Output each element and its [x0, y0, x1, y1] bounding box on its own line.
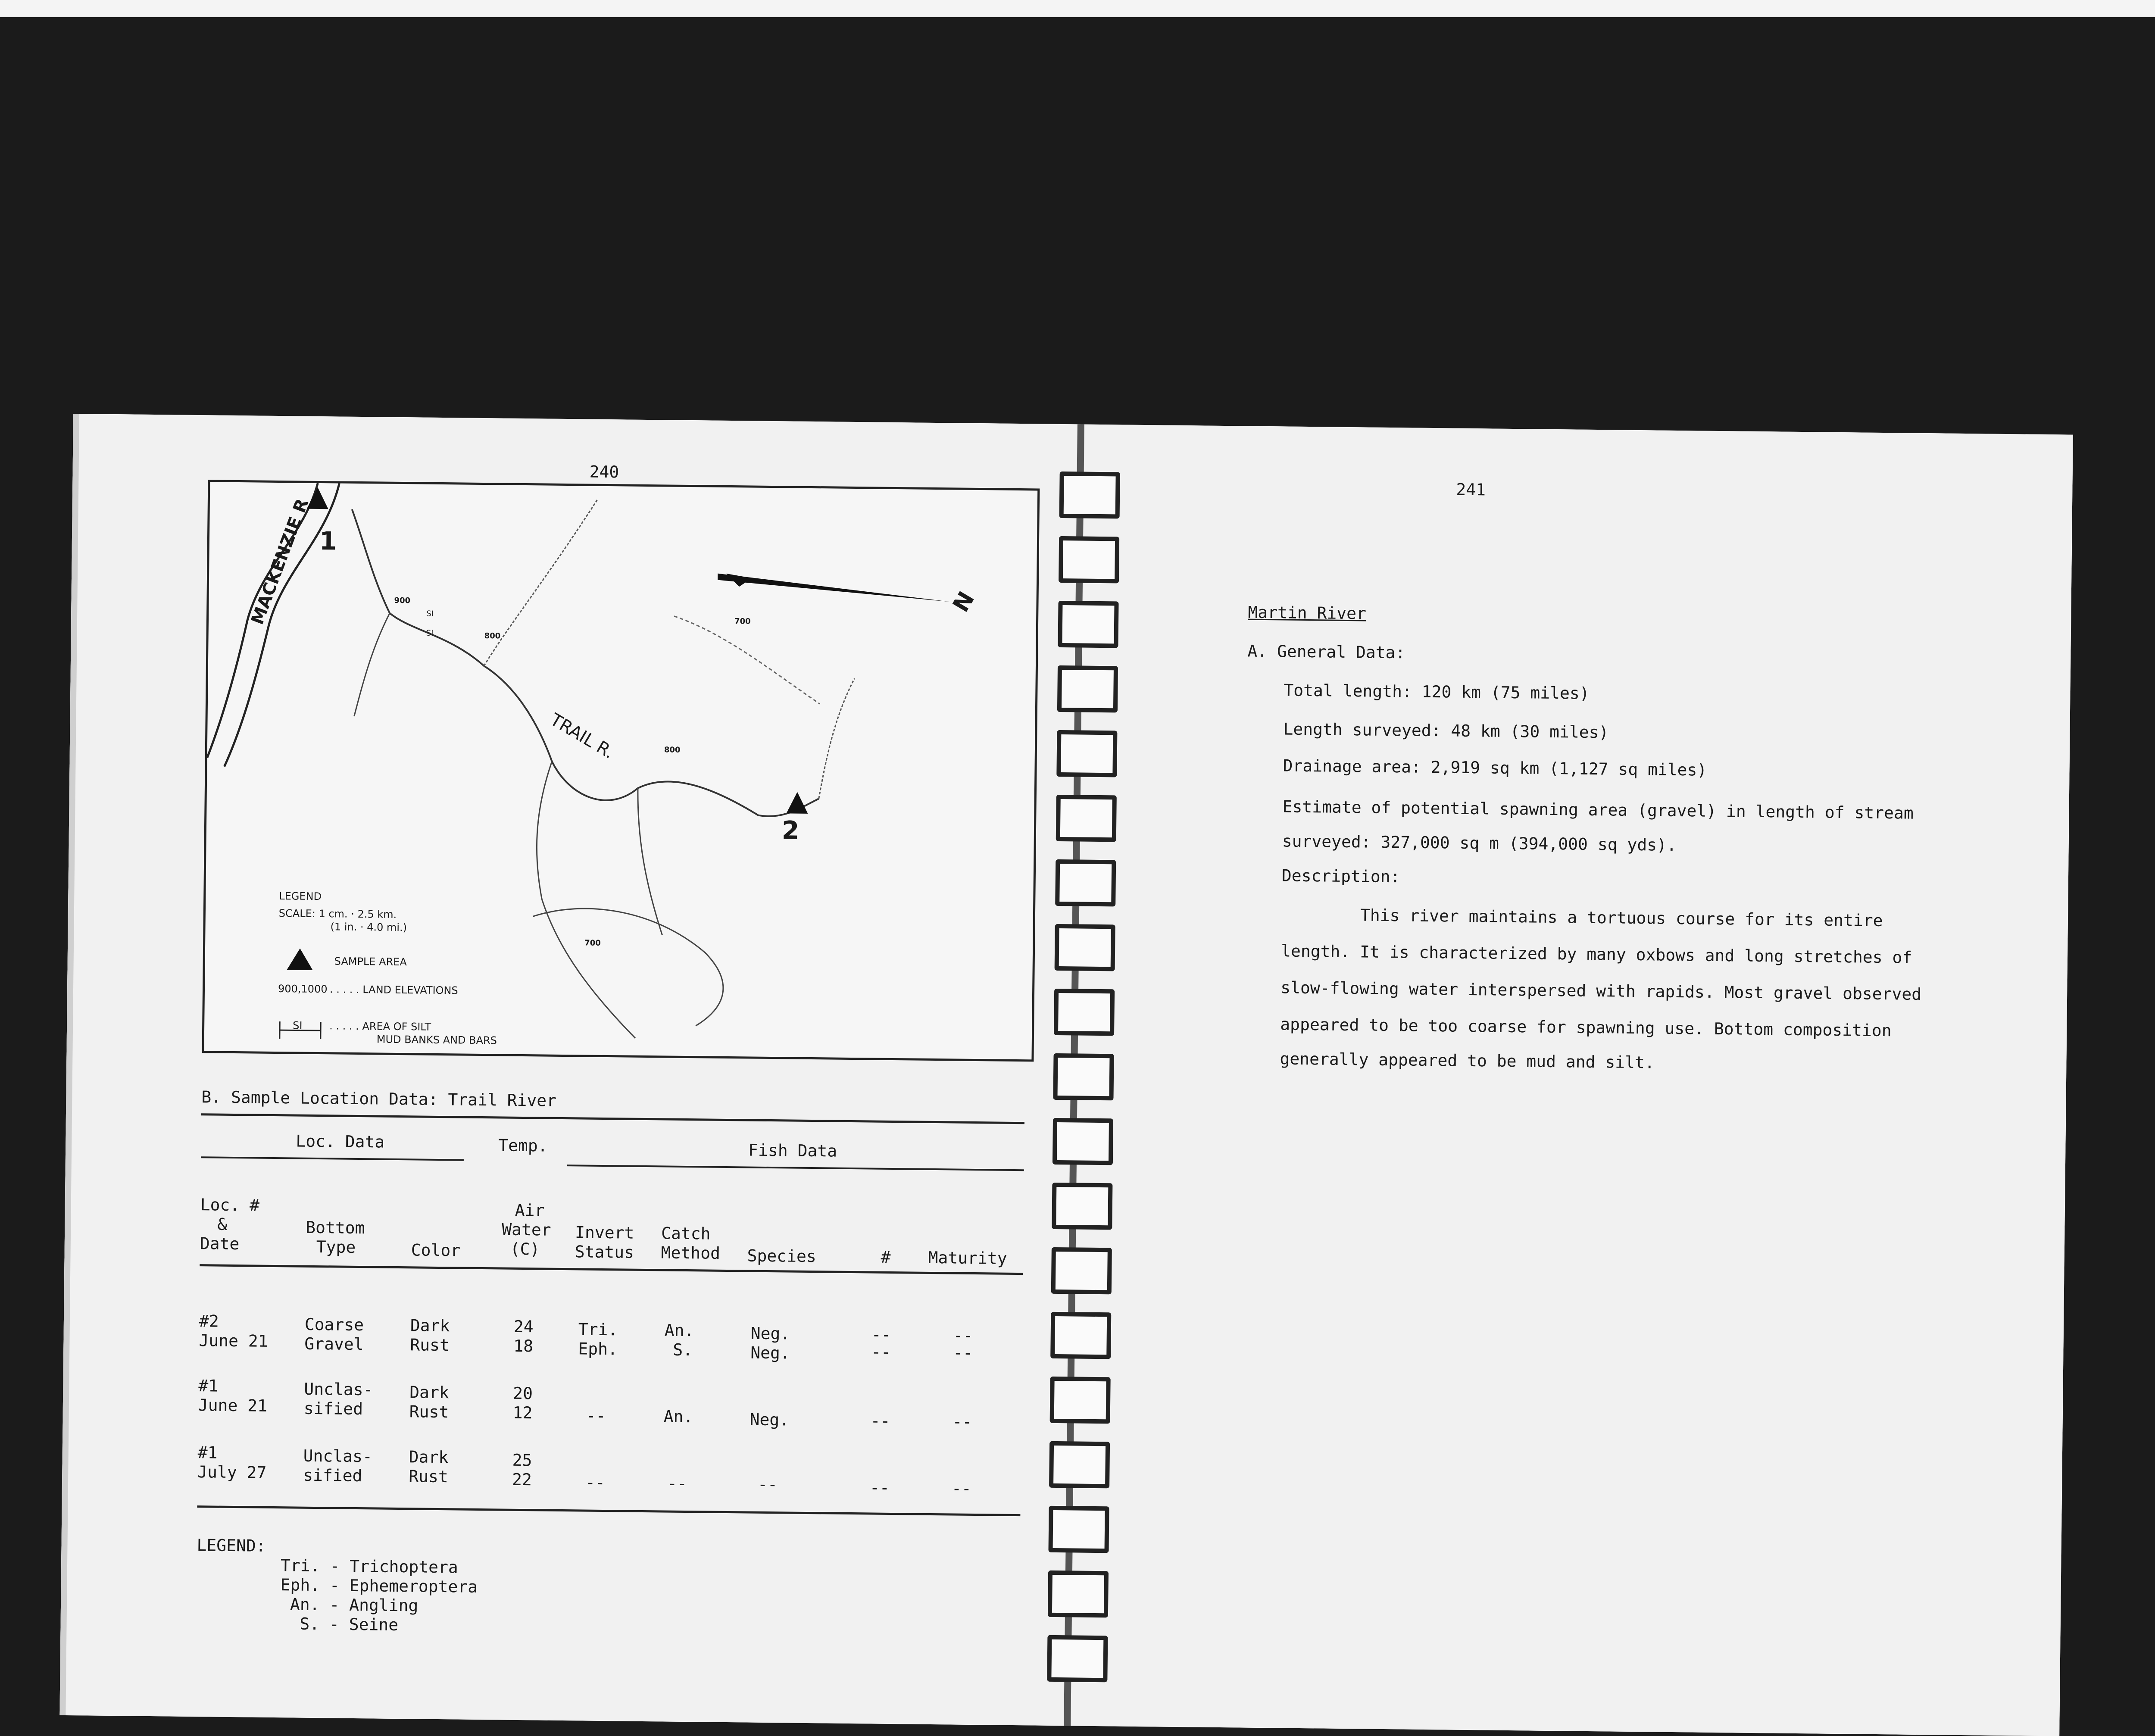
cell-invert: --	[585, 1473, 605, 1492]
binding-coil	[1052, 1183, 1112, 1230]
col-maturity: Maturity	[928, 1248, 1007, 1268]
length-surveyed: Length surveyed: 48 km (30 miles)	[1283, 719, 1608, 742]
map-legend-scale: SCALE: 1 cm. · 2.5 km.	[279, 907, 397, 921]
cell-date: June 21	[198, 1396, 268, 1415]
table-row	[79, 414, 1084, 424]
silt-label: SI	[426, 609, 434, 618]
cell-color: Dark	[409, 1383, 449, 1402]
trail-river-label: TRAIL R.	[547, 710, 617, 763]
col-loc: Loc. #	[200, 1195, 260, 1215]
cell-water-temp: 12	[513, 1403, 533, 1422]
cell-catch: An.	[665, 1321, 694, 1340]
col-species: Species	[747, 1246, 816, 1266]
map-legend-silt-code: SI	[293, 1019, 303, 1031]
description-line: generally appeared to be mud and silt.	[1280, 1049, 1655, 1072]
spawning-estimate: Estimate of potential spawning area (gravel) in length of stream	[1282, 797, 1914, 822]
cell-air-temp: 25	[512, 1451, 532, 1470]
elevation-label: 700	[734, 617, 751, 626]
cell-bottom: sified	[304, 1399, 363, 1418]
cell-maturity: --	[953, 1343, 973, 1362]
table-row	[79, 414, 1084, 424]
elevation-label: 800	[484, 631, 501, 640]
map-legend-scale-imperial: (1 in. · 4.0 mi.)	[330, 921, 407, 934]
loc-data-rule	[201, 1156, 464, 1161]
binding-coil	[1048, 1506, 1109, 1553]
binding-coil	[1048, 1571, 1109, 1617]
cell-catch: S.	[673, 1340, 693, 1359]
cell-date: June 21	[199, 1331, 268, 1351]
cell-air-temp: 24	[514, 1317, 534, 1336]
abbrev-legend-item: S. - Seine	[280, 1614, 398, 1634]
cell-loc: #1	[198, 1376, 218, 1395]
description-line: This river maintains a tortuous course for its entire	[1281, 905, 1883, 930]
elevation-label: 700	[584, 938, 601, 947]
description-line: appeared to be too coarse for spawning use. Bottom composition	[1280, 1015, 1892, 1040]
page-number-right: 241	[1456, 480, 1486, 500]
open-report	[59, 414, 2073, 1736]
binding-coil	[1053, 1118, 1113, 1165]
description-line: slow-flowing water interspersed with rapids. Most gravel observed	[1281, 978, 1921, 1004]
description-line: length. It is characterized by many oxbows and long stretches of	[1281, 941, 1912, 967]
site-2-label: 2	[782, 815, 800, 845]
cell-invert: Eph.	[578, 1339, 618, 1358]
col-catch: Catch	[661, 1224, 711, 1243]
map-legend-sample: SAMPLE AREA	[334, 955, 407, 968]
cell-count: --	[870, 1411, 890, 1430]
col-status: Status	[575, 1242, 634, 1261]
cell-species: --	[758, 1475, 778, 1494]
cell-invert: --	[586, 1406, 606, 1425]
binding-coil	[1058, 601, 1118, 648]
col-water: Water	[502, 1220, 551, 1240]
film-top-edge	[0, 0, 2155, 17]
cell-maturity: --	[952, 1412, 972, 1431]
binding-coil	[1056, 795, 1117, 842]
cell-catch: --	[667, 1474, 687, 1493]
cell-species: Neg.	[751, 1324, 790, 1343]
abbrev-legend-item: Tri. - Trichoptera	[281, 1556, 458, 1577]
binding-coil	[1054, 989, 1115, 1036]
cell-species: Neg.	[750, 1410, 789, 1430]
col-bottom: Bottom	[306, 1218, 365, 1237]
abbrev-legend-item: Eph. - Ephemeroptera	[280, 1575, 478, 1596]
binding-coil	[1050, 1312, 1111, 1359]
cell-color: Rust	[410, 1335, 450, 1355]
table-row	[79, 414, 1084, 424]
group-fish-data: Fish Data	[748, 1140, 837, 1160]
table-bottom-rule	[197, 1505, 1020, 1516]
col-air: Air	[515, 1201, 544, 1220]
cell-invert: Tri.	[578, 1320, 618, 1339]
description-heading: Description:	[1282, 866, 1400, 886]
cell-count: --	[871, 1325, 891, 1344]
binding-coil	[1056, 730, 1117, 777]
binding-coil	[1053, 1053, 1114, 1100]
map-legend-title: LEGEND	[279, 890, 322, 902]
binding-coil	[1047, 1635, 1108, 1682]
spawning-estimate-cont: surveyed: 327,000 sq m (394,000 sq yds).	[1282, 831, 1677, 855]
right-page	[1064, 424, 2073, 1736]
cell-bottom: Coarse	[305, 1315, 364, 1334]
cell-maturity: --	[953, 1326, 973, 1345]
table-top-rule	[201, 1113, 1024, 1124]
cell-loc: #2	[199, 1311, 219, 1330]
map-legend-elev-code: 900,1000	[278, 983, 328, 995]
col-number: #	[881, 1248, 890, 1267]
fish-data-rule	[567, 1165, 1024, 1171]
mackenzie-label: MACKENZIE R	[247, 496, 312, 627]
map-legend-silt: . . . . . AREA OF SILT	[329, 1020, 431, 1033]
col-date: Date	[200, 1234, 240, 1253]
cell-bottom: Gravel	[304, 1334, 364, 1354]
cell-color: Dark	[409, 1447, 448, 1467]
left-page	[59, 414, 1083, 1726]
header-rule	[200, 1264, 1023, 1275]
binding-coil	[1049, 1441, 1110, 1488]
binding-coil	[1057, 665, 1118, 712]
binding-coil	[1050, 1377, 1111, 1424]
cell-bottom: sified	[303, 1466, 362, 1485]
cell-loc: #1	[198, 1443, 218, 1462]
elevation-label: 800	[664, 745, 681, 754]
map-legend-silt-2: MUD BANKS AND BARS	[377, 1033, 497, 1046]
cell-bottom: Unclas-	[303, 1446, 372, 1466]
map-drawing	[204, 482, 1038, 1059]
binding-coil	[1055, 859, 1116, 906]
cell-species: Neg.	[750, 1343, 790, 1363]
cell-bottom: Unclas-	[304, 1380, 373, 1399]
binding-coil	[1055, 924, 1115, 971]
section-b-title: B. Sample Location Data: Trail River	[201, 1087, 556, 1110]
north-label: N	[948, 587, 980, 617]
col-loc-amp: &	[217, 1215, 227, 1234]
abbrev-legend-title: LEGEND:	[197, 1536, 266, 1555]
col-method: Method	[661, 1243, 720, 1262]
cell-date: July 27	[197, 1462, 267, 1482]
map-legend-elev: . . . . . LAND ELEVATIONS	[330, 983, 458, 996]
cell-maturity: --	[952, 1479, 971, 1498]
site-1-label: 1	[319, 526, 337, 556]
col-type: Type	[316, 1237, 356, 1257]
abbrev-legend-item: An. - Angling	[280, 1595, 419, 1615]
col-celsius: (C)	[510, 1240, 540, 1259]
cell-count: --	[870, 1478, 890, 1497]
cell-color: Dark	[410, 1316, 450, 1335]
group-loc-data: Loc. Data	[296, 1132, 384, 1152]
col-color: Color	[411, 1240, 460, 1260]
binding-coil	[1051, 1247, 1112, 1294]
group-temp: Temp.	[498, 1136, 548, 1155]
cell-catch: An.	[663, 1407, 693, 1426]
section-heading: Martin River	[1248, 603, 1366, 623]
cell-color: Rust	[409, 1402, 449, 1421]
elevation-label: 900	[394, 596, 410, 605]
page-number-left: 240	[589, 462, 619, 482]
cell-air-temp: 20	[513, 1384, 533, 1403]
col-invert: Invert	[575, 1223, 634, 1242]
trail-river-map	[202, 480, 1040, 1062]
general-data-heading: A. General Data:	[1247, 642, 1405, 662]
total-length: Total length: 120 km (75 miles)	[1284, 681, 1590, 703]
cell-water-temp: 18	[513, 1336, 533, 1355]
cell-color: Rust	[409, 1467, 448, 1486]
drainage-area: Drainage area: 2,919 sq km (1,127 sq miles)	[1283, 756, 1707, 779]
cell-water-temp: 22	[512, 1470, 532, 1489]
silt-label: SI	[426, 629, 434, 638]
binding-coil	[1059, 536, 1119, 583]
cell-count: --	[871, 1343, 891, 1361]
binding-coil	[1059, 471, 1120, 518]
